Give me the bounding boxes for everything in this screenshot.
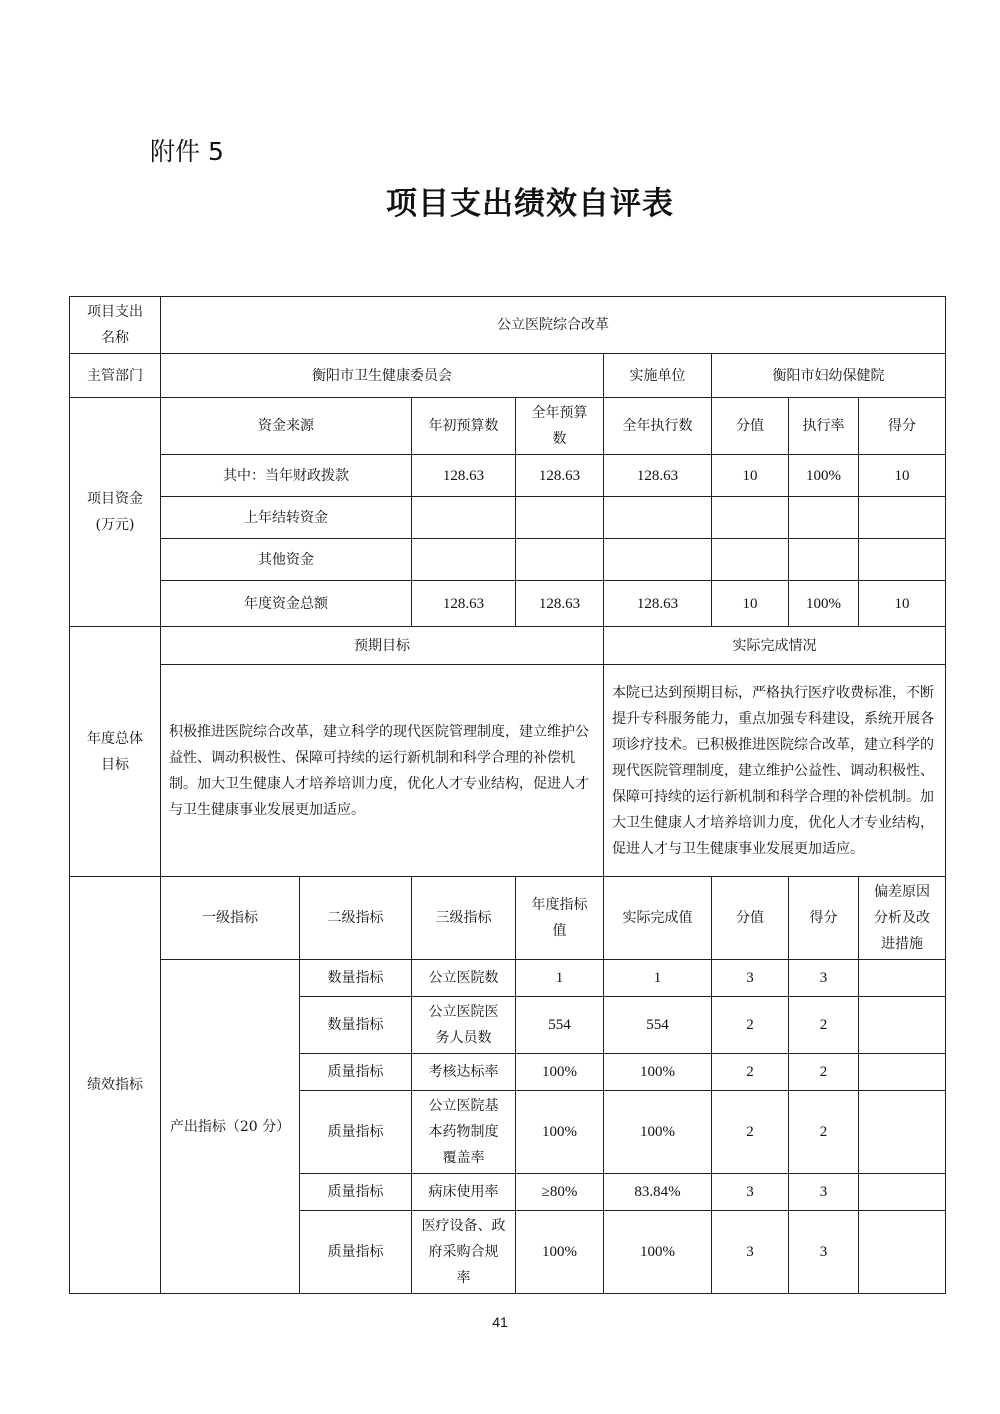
perf-target: 100%	[516, 1054, 604, 1091]
perf-deviation	[859, 997, 946, 1054]
funds-cell	[789, 497, 859, 539]
funds-header-initial: 年初预算数	[412, 398, 516, 455]
perf-level2: 质量指标	[300, 1211, 412, 1294]
funds-cell	[604, 539, 712, 581]
funds-cell: 128.63	[516, 455, 604, 497]
perf-header-level1: 一级指标	[161, 877, 300, 960]
perf-score: 3	[789, 1211, 859, 1294]
perf-header-level3: 三级指标	[412, 877, 516, 960]
funds-header-score: 得分	[859, 398, 946, 455]
perf-score: 2	[789, 997, 859, 1054]
perf-target: 1	[516, 960, 604, 997]
perf-level2: 数量指标	[300, 997, 412, 1054]
perf-level2: 质量指标	[300, 1054, 412, 1091]
perf-score: 3	[789, 1174, 859, 1211]
perf-header-actual: 实际完成值	[604, 877, 712, 960]
funds-cell: 128.63	[604, 581, 712, 627]
perf-target: 554	[516, 997, 604, 1054]
funds-cell: 100%	[789, 455, 859, 497]
perf-score-value: 2	[712, 1054, 789, 1091]
perf-actual: 1	[604, 960, 712, 997]
funds-cell	[859, 539, 946, 581]
perf-level3: 病床使用率	[412, 1174, 516, 1211]
perf-target: 100%	[516, 1091, 604, 1174]
page-title: 项目支出绩效自评表	[386, 186, 674, 222]
dept-label: 主管部门	[70, 354, 161, 398]
perf-level3: 公立医院基 本药物制度 覆盖率	[412, 1091, 516, 1174]
funds-cell: 10	[712, 455, 789, 497]
perf-score: 3	[789, 960, 859, 997]
funds-header-score-value: 分值	[712, 398, 789, 455]
perf-header-score-value: 分值	[712, 877, 789, 960]
project-name-value: 公立医院综合改革	[161, 297, 946, 354]
perf-score-value: 3	[712, 1174, 789, 1211]
project-name-label: 项目支出 名称	[70, 297, 161, 354]
funds-cell	[712, 539, 789, 581]
funds-cell	[516, 539, 604, 581]
funds-cell: 128.63	[516, 581, 604, 627]
funds-cell: 10	[859, 581, 946, 627]
funds-cell: 128.63	[412, 455, 516, 497]
funds-cell	[712, 497, 789, 539]
funds-cell: 100%	[789, 581, 859, 627]
perf-score: 2	[789, 1054, 859, 1091]
perf-target: 100%	[516, 1211, 604, 1294]
funds-row-label: 其他资金	[161, 539, 412, 581]
funds-cell	[859, 497, 946, 539]
funds-header-rate: 执行率	[789, 398, 859, 455]
perf-actual: 554	[604, 997, 712, 1054]
expected-goal-text: 积极推进医院综合改革，建立科学的现代医院管理制度，建立维护公益性、调动积极性、保障可持续的运行新机制和科学合理的补偿机制。加大卫生健康人才培养培训力度，优化人才专业结构，促进人才与卫生健康事业发展更加适应。	[161, 665, 604, 877]
perf-level3: 公立医院数	[412, 960, 516, 997]
perf-level1-output: 产出指标（20 分）	[161, 960, 300, 1294]
perf-actual: 100%	[604, 1091, 712, 1174]
dept-value: 衡阳市卫生健康委员会	[161, 354, 604, 398]
perf-deviation	[859, 1054, 946, 1091]
evaluation-table	[69, 296, 946, 1294]
funds-section-label: 项目资金 (万元)	[70, 398, 161, 627]
perf-deviation	[859, 1211, 946, 1294]
funds-header-source: 资金来源	[161, 398, 412, 455]
funds-row-label: 年度资金总额	[161, 581, 412, 627]
actual-completion-text: 本院已达到预期目标，严格执行医疗收费标准，不断提升专科服务能力，重点加强专科建设，系统开展各项诊疗技术。已积极推进医院综合改革，建立科学的现代医院管理制度，建立维护公益性、调动积极性、保障可持续的运行新机制和科学合理的补偿机制。加大卫生健康人才培养培训力度，优化人才专业结构，促进人才与卫生健康事业发展更加适应。	[604, 665, 946, 877]
actual-completion-header: 实际完成情况	[604, 627, 946, 665]
perf-score-value: 3	[712, 1211, 789, 1294]
perf-header-score: 得分	[789, 877, 859, 960]
expected-goal-header: 预期目标	[161, 627, 604, 665]
perf-score-value: 3	[712, 960, 789, 997]
funds-header-annual: 全年预算 数	[516, 398, 604, 455]
perf-deviation	[859, 960, 946, 997]
funds-cell: 128.63	[412, 581, 516, 627]
perf-actual: 83.84%	[604, 1174, 712, 1211]
perf-target: ≥80%	[516, 1174, 604, 1211]
perf-deviation	[859, 1091, 946, 1174]
perf-actual: 100%	[604, 1054, 712, 1091]
funds-cell	[604, 497, 712, 539]
perf-level2: 质量指标	[300, 1174, 412, 1211]
perf-header-target: 年度指标 值	[516, 877, 604, 960]
unit-value: 衡阳市妇幼保健院	[712, 354, 946, 398]
perf-level3: 公立医院医 务人员数	[412, 997, 516, 1054]
perf-score-value: 2	[712, 997, 789, 1054]
attachment-label: 附件 5	[150, 137, 224, 166]
funds-header-executed: 全年执行数	[604, 398, 712, 455]
funds-row-label: 上年结转资金	[161, 497, 412, 539]
perf-level3: 考核达标率	[412, 1054, 516, 1091]
perf-level3: 医疗设备、政 府采购合规 率	[412, 1211, 516, 1294]
funds-cell	[412, 497, 516, 539]
funds-cell: 10	[859, 455, 946, 497]
perf-score: 2	[789, 1091, 859, 1174]
perf-header-level2: 二级指标	[300, 877, 412, 960]
goals-section-label: 年度总体 目标	[70, 627, 161, 877]
funds-row-label: 其中：当年财政拨款	[161, 455, 412, 497]
perf-level2: 质量指标	[300, 1091, 412, 1174]
perf-score-value: 2	[712, 1091, 789, 1174]
perf-actual: 100%	[604, 1211, 712, 1294]
perf-header-deviation: 偏差原因 分析及改 进措施	[859, 877, 946, 960]
unit-label: 实施单位	[604, 354, 712, 398]
page-number: 41	[492, 1314, 508, 1330]
funds-cell: 10	[712, 581, 789, 627]
performance-section-label: 绩效指标	[70, 877, 161, 1294]
funds-cell	[789, 539, 859, 581]
funds-cell	[516, 497, 604, 539]
perf-level2: 数量指标	[300, 960, 412, 997]
perf-deviation	[859, 1174, 946, 1211]
funds-cell: 128.63	[604, 455, 712, 497]
funds-cell	[412, 539, 516, 581]
